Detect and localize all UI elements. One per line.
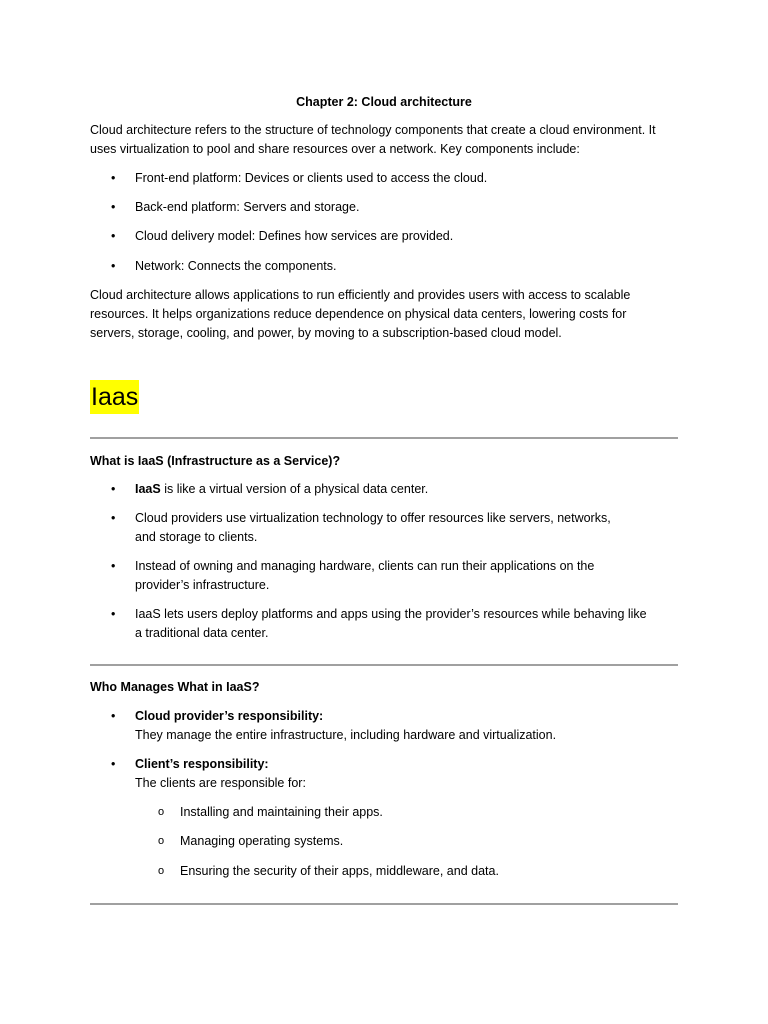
list-item-text: Front-end platform: Devices or clients used to access the cloud. [135,171,488,185]
list-item-text [135,509,665,547]
summary-paragraph [90,286,680,343]
sub-list-item-text: Ensuring the security of their apps, middleware, and data. [180,864,499,878]
list-item-text [135,707,665,745]
horizontal-divider [90,664,678,666]
list-item-text [135,605,665,643]
list-item [0,509,768,547]
sub-bullet-marker: o [158,835,165,847]
summary-line: Cloud architecture allows applications to run efficiently and provides users with access to scalable [90,288,631,302]
sub-bullet-marker: o [158,806,165,818]
sub-list-item [0,862,768,881]
responsibility-text: They manage the entire infrastructure, including hardware and virtualization. [135,728,557,742]
list-item-line: a traditional data center. [135,626,269,640]
sub-list-item-text: Managing operating systems. [180,834,344,848]
bullet-marker: • [111,607,116,621]
list-item [0,557,768,595]
who-manages-heading: Who Manages What in IaaS? [90,680,260,694]
list-item [0,707,768,745]
list-item [0,169,768,188]
intro-line: uses virtualization to pool and share resources over a network. Key components include: [90,142,580,156]
bullet-marker: • [111,559,116,573]
bullet-marker: • [111,757,116,771]
list-item-text [135,557,665,595]
bullet-marker: • [111,482,116,496]
iaas-term: IaaS [135,482,161,496]
sub-list-item-text: Installing and maintaining their apps. [180,805,383,819]
list-item [0,227,768,246]
intro-line: Cloud architecture refers to the structure of technology components that create a cloud environment. It [90,123,656,137]
horizontal-divider [90,437,678,439]
list-item-text [135,755,665,793]
intro-paragraph [90,121,680,159]
list-item-line: provider’s infrastructure. [135,578,270,592]
chapter-title: Chapter 2: Cloud architecture [296,95,472,109]
list-item-text [135,480,665,499]
sub-bullet-marker: o [158,865,165,877]
list-item-text: Cloud delivery model: Defines how services are provided. [135,229,454,243]
bullet-marker: • [111,200,116,214]
list-item-line: Instead of owning and managing hardware, clients can run their applications on the [135,559,595,573]
responsibility-label: Cloud provider’s responsibility: [135,709,324,723]
responsibility-label: Client’s responsibility: [135,757,269,771]
sub-list-item [0,832,768,851]
summary-line: resources. It helps organizations reduce dependence on physical data centers, lowering costs for [90,307,627,321]
list-item-line: IaaS lets users deploy platforms and apps using the provider’s resources while behaving like [135,607,647,621]
iaas-heading: Iaas [90,380,139,414]
responsibility-text: The clients are responsible for: [135,776,306,790]
what-is-iaas-heading: What is IaaS (Infrastructure as a Service)? [90,454,341,468]
list-item [0,198,768,217]
bullet-marker: • [111,171,116,185]
summary-line: servers, storage, cooling, and power, by moving to a subscription-based cloud model. [90,326,562,340]
list-item [0,605,768,643]
horizontal-divider [90,903,678,905]
list-item [0,480,768,499]
list-item-rest: is like a virtual version of a physical data center. [160,482,429,496]
bullet-marker: • [111,259,116,273]
list-item-line: and storage to clients. [135,530,258,544]
list-item-text: Network: Connects the components. [135,259,337,273]
list-item-line: Cloud providers use virtualization technology to offer resources like servers, networks, [135,511,611,525]
sub-list-item [0,803,768,822]
list-item-text: Back-end platform: Servers and storage. [135,200,360,214]
list-item [0,755,768,793]
list-item [0,257,768,276]
bullet-marker: • [111,709,116,723]
bullet-marker: • [111,511,116,525]
bullet-marker: • [111,229,116,243]
